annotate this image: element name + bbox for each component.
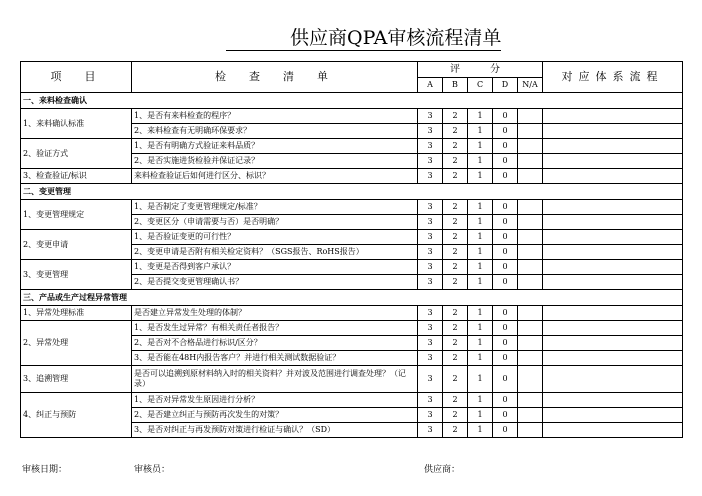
checklist-row [21,321,683,336]
score-cell[interactable]: 1 [468,366,493,393]
system-process-cell[interactable] [543,408,683,423]
check-question: 是否建立异常发生处理的体制？ [132,306,418,321]
item-label: 1、变更管理规定 [21,200,132,230]
score-cell[interactable]: 3 [418,306,443,321]
score-cell[interactable]: 2 [443,393,468,408]
score-cell[interactable]: 0 [493,215,518,230]
audit-checklist-table [20,61,683,438]
score-cell[interactable]: 0 [493,306,518,321]
score-cell[interactable]: 0 [493,393,518,408]
score-cell[interactable]: 0 [493,245,518,260]
item-label: 2、异常处理 [21,321,132,366]
score-cell[interactable]: 3 [418,154,443,169]
score-cell-na[interactable] [518,139,543,154]
score-cell-na[interactable] [518,351,543,366]
score-cell[interactable]: 3 [418,230,443,245]
check-question: 2、变更区分（申请需要与否）是否明确？ [132,215,418,230]
check-question: 2、来料检查有无明确环保要求？ [132,124,418,139]
item-label: 1、异常处理标准 [21,306,132,321]
score-cell[interactable]: 3 [418,275,443,290]
score-cell-na[interactable] [518,408,543,423]
check-question: 1、是否对异常发生原因进行分析？ [132,393,418,408]
check-question: 2、是否实施进货检验并保证记录？ [132,154,418,169]
score-cell[interactable]: 0 [493,124,518,139]
score-cell[interactable]: 3 [418,393,443,408]
score-cell[interactable]: 3 [418,200,443,215]
score-cell[interactable]: 0 [493,260,518,275]
score-cell[interactable]: 1 [468,154,493,169]
score-cell[interactable]: 2 [443,109,468,124]
system-process-cell[interactable] [543,245,683,260]
section-title: 一、来料检查确认 [21,93,683,109]
header-grade-a: A [418,78,443,93]
score-cell-na[interactable] [518,154,543,169]
score-cell[interactable]: 1 [468,336,493,351]
item-label: 2、验证方式 [21,139,132,169]
score-cell[interactable]: 3 [418,124,443,139]
score-cell[interactable]: 0 [493,336,518,351]
header-score: 评 分 [418,62,543,78]
check-question: 1、是否有明确方式验证来料品质？ [132,139,418,154]
system-process-cell[interactable] [543,215,683,230]
score-cell[interactable]: 2 [443,124,468,139]
score-cell[interactable]: 2 [443,230,468,245]
section-row [21,93,683,109]
check-question: 是否可以追溯到原材料纳入时的相关资料？并对波及范围进行调查处理？（记录） [132,366,418,393]
score-cell-na[interactable] [518,275,543,290]
score-cell[interactable]: 1 [468,169,493,184]
check-question: 1、是否发生过异常？有相关责任者报告？ [132,321,418,336]
system-process-cell[interactable] [543,275,683,290]
checklist-row [21,366,683,393]
header-grade-c: C [468,78,493,93]
score-cell[interactable]: 2 [443,154,468,169]
header-check-list: 检 查 清 单 [132,62,418,93]
system-process-cell[interactable] [543,124,683,139]
section-title: 二、变更管理 [21,184,683,200]
header-grade-d: D [493,78,518,93]
check-question: 2、是否提交变更管理确认书？ [132,275,418,290]
system-process-cell[interactable] [543,336,683,351]
header-item: 项 目 [21,62,132,93]
checklist-row [21,393,683,408]
system-process-cell[interactable] [543,351,683,366]
system-process-cell[interactable] [543,200,683,215]
system-process-cell[interactable] [543,321,683,336]
score-cell[interactable]: 1 [468,423,493,438]
score-cell[interactable]: 0 [493,275,518,290]
system-process-cell[interactable] [543,230,683,245]
footer-audit-date: 审核日期： [22,465,68,475]
score-cell[interactable]: 2 [443,260,468,275]
score-cell[interactable]: 1 [468,245,493,260]
score-cell[interactable]: 1 [468,124,493,139]
item-label: 1、来料确认标准 [21,109,132,139]
system-process-cell[interactable] [543,139,683,154]
score-cell[interactable]: 2 [443,275,468,290]
section-row [21,184,683,200]
score-cell-na[interactable] [518,200,543,215]
score-cell[interactable]: 1 [468,321,493,336]
checklist-row [21,306,683,321]
system-process-cell[interactable] [543,306,683,321]
score-cell[interactable]: 0 [493,200,518,215]
score-cell[interactable]: 0 [493,408,518,423]
score-cell[interactable]: 1 [468,200,493,215]
system-process-cell[interactable] [543,109,683,124]
score-cell-na[interactable] [518,109,543,124]
score-cell[interactable]: 2 [443,215,468,230]
section-title: 三、产品或生产过程异常管理 [21,290,683,306]
score-cell[interactable]: 2 [443,351,468,366]
score-cell[interactable]: 0 [493,230,518,245]
system-process-cell[interactable] [543,423,683,438]
score-cell-na[interactable] [518,336,543,351]
score-cell[interactable]: 0 [493,109,518,124]
item-label: 3、检查验证/标识 [21,169,132,184]
check-question: 2、变更申请是否附有相关检定资料？（SGS报告、RoHS报告） [132,245,418,260]
check-question: 3、是否能在48H内报告客户？并进行相关测试数据验证？ [132,351,418,366]
score-cell[interactable]: 3 [418,423,443,438]
check-question: 来料检查验证后如何进行区分、标识？ [132,169,418,184]
system-process-cell[interactable] [543,366,683,393]
item-label: 2、变更申请 [21,230,132,260]
score-cell-na[interactable] [518,230,543,245]
header-grade-na: N/A [518,78,543,93]
check-question: 2、是否建立纠正与预防再次发生的对策？ [132,408,418,423]
page-title: 供应商QPA审核流程清单 [290,27,502,49]
title-underline [226,50,290,51]
score-cell[interactable]: 0 [493,321,518,336]
score-cell-na[interactable] [518,306,543,321]
score-cell[interactable]: 3 [418,109,443,124]
item-label: 4、纠正与预防 [21,393,132,438]
score-cell[interactable]: 3 [418,408,443,423]
checklist-row [21,139,683,154]
score-cell[interactable]: 2 [443,321,468,336]
score-cell[interactable]: 3 [418,260,443,275]
system-process-cell[interactable] [543,169,683,184]
score-cell[interactable]: 2 [443,366,468,393]
check-question: 3、是否对纠正与再发预防对策进行检证与确认？（SD） [132,423,418,438]
score-cell[interactable]: 1 [468,139,493,154]
score-cell[interactable]: 2 [443,423,468,438]
score-cell[interactable]: 0 [493,423,518,438]
title-area [0,26,702,54]
check-question: 1、是否有来料检查的程序？ [132,109,418,124]
checklist-row [21,169,683,184]
score-cell[interactable]: 3 [418,169,443,184]
score-cell-na[interactable] [518,260,543,275]
check-question: 1、是否制定了变更管理规定/标准？ [132,200,418,215]
score-cell[interactable]: 0 [493,169,518,184]
score-cell[interactable]: 1 [468,408,493,423]
score-cell-na[interactable] [518,215,543,230]
footer-supplier: 供应商： [424,465,461,475]
score-cell-na[interactable] [518,423,543,438]
score-cell-na[interactable] [518,124,543,139]
score-cell[interactable]: 1 [468,230,493,245]
score-cell[interactable]: 3 [418,366,443,393]
score-cell[interactable]: 1 [468,306,493,321]
header-system-process: 对应体系流程 [543,62,683,93]
score-cell[interactable]: 3 [418,139,443,154]
footer-auditor: 审核员： [134,465,171,475]
score-cell[interactable]: 2 [443,408,468,423]
score-cell[interactable]: 2 [443,169,468,184]
score-cell[interactable]: 3 [418,245,443,260]
checklist-body [21,93,683,438]
check-question: 1、是否验证变更的可行性？ [132,230,418,245]
score-cell[interactable]: 3 [418,321,443,336]
score-cell-na[interactable] [518,393,543,408]
section-row [21,290,683,306]
score-cell-na[interactable] [518,321,543,336]
score-cell[interactable]: 2 [443,336,468,351]
score-cell[interactable]: 2 [443,139,468,154]
score-cell-na[interactable] [518,245,543,260]
system-process-cell[interactable] [543,260,683,275]
checklist-row [21,109,683,124]
score-cell[interactable]: 0 [493,154,518,169]
item-label: 3、追溯管理 [21,366,132,393]
score-cell-na[interactable] [518,169,543,184]
score-cell[interactable]: 0 [493,366,518,393]
system-process-cell[interactable] [543,154,683,169]
score-cell[interactable]: 2 [443,200,468,215]
score-cell[interactable]: 1 [468,351,493,366]
check-question: 1、变更是否得到客户承认？ [132,260,418,275]
checklist-row [21,230,683,245]
score-cell[interactable]: 2 [443,306,468,321]
score-cell[interactable]: 3 [418,336,443,351]
score-cell[interactable]: 2 [443,245,468,260]
checklist-row [21,200,683,215]
check-question: 2、是否对不合格品进行标识/区分？ [132,336,418,351]
system-process-cell[interactable] [543,393,683,408]
header-grade-b: B [443,78,468,93]
score-cell[interactable]: 1 [468,393,493,408]
score-cell[interactable]: 1 [468,109,493,124]
score-cell[interactable]: 3 [418,215,443,230]
score-cell[interactable]: 3 [418,351,443,366]
checklist-row [21,260,683,275]
score-cell-na[interactable] [518,366,543,393]
score-cell[interactable]: 0 [493,351,518,366]
score-cell[interactable]: 1 [468,275,493,290]
item-label: 3、变更管理 [21,260,132,290]
score-cell[interactable]: 1 [468,260,493,275]
score-cell[interactable]: 1 [468,215,493,230]
score-cell[interactable]: 0 [493,139,518,154]
